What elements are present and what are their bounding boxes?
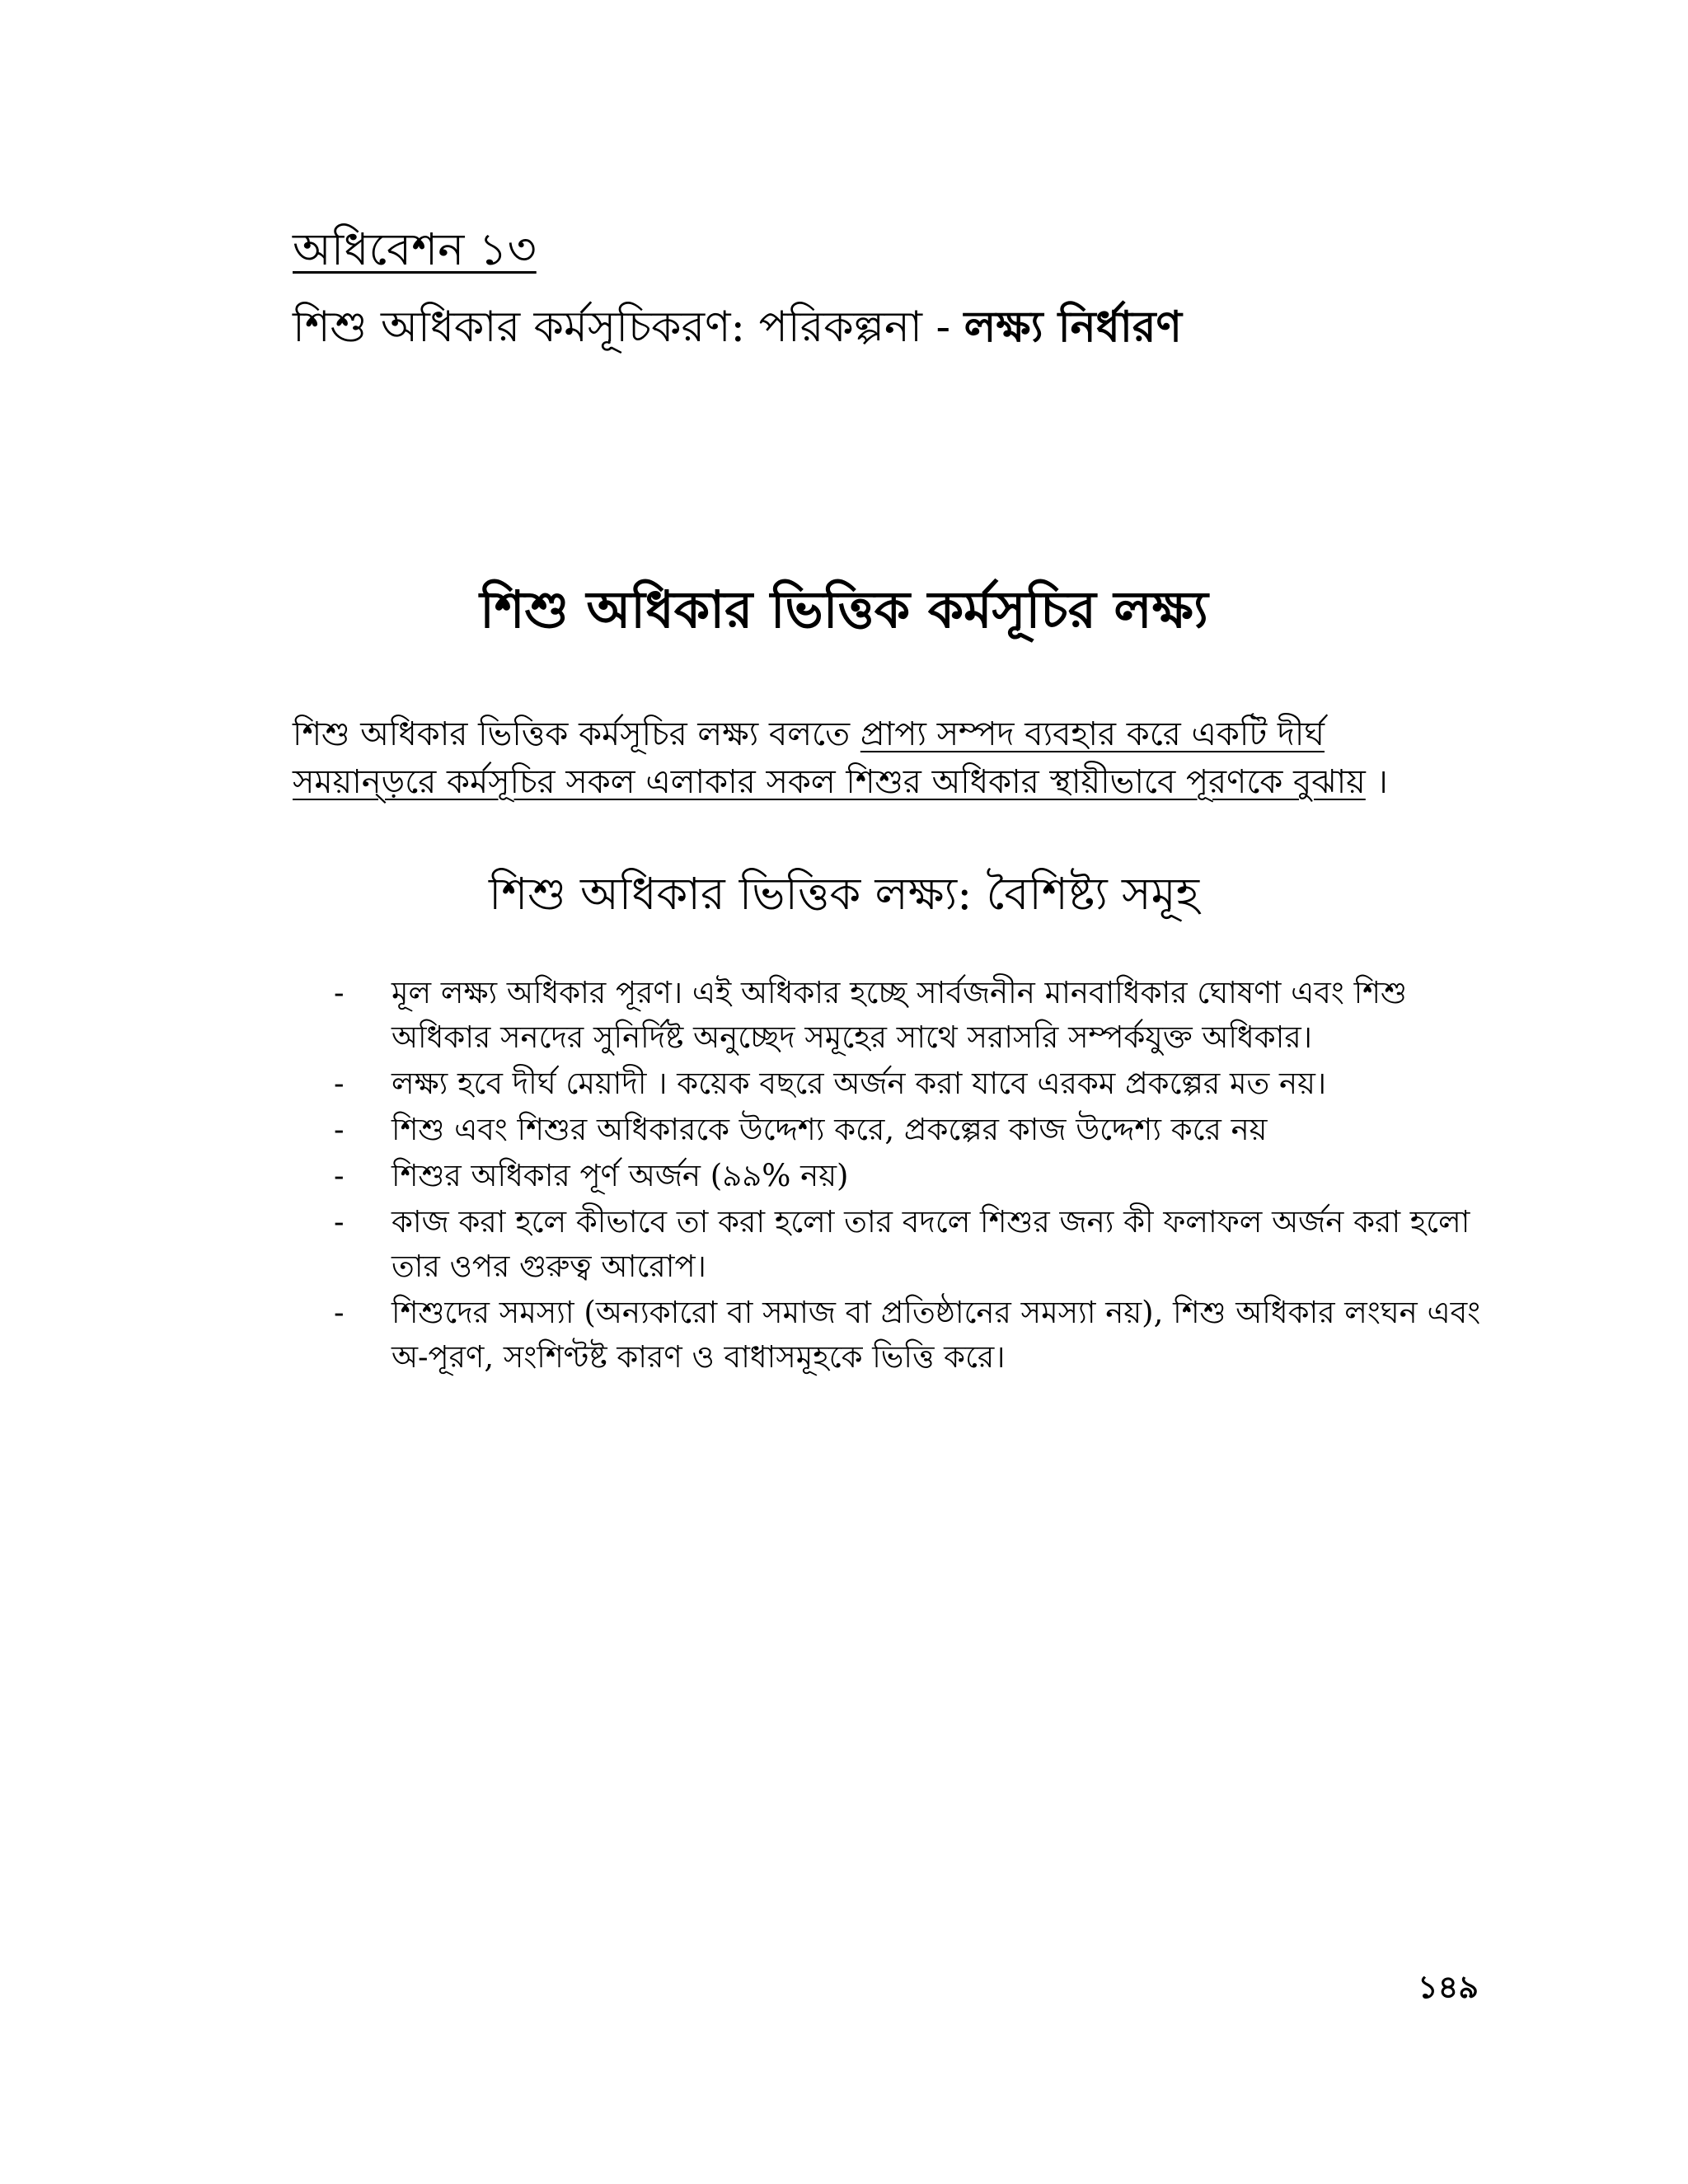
list-item <box>334 1108 1488 1152</box>
subtitle-bold: লক্ষ্য নির্ধারণ <box>964 302 1182 352</box>
list-item-text: মূল লক্ষ্য অধিকার পূরণ। এই অধিকার হচ্ছে সার্বজনীন মানবাধিকার ঘোষণা এবং শিশু অধিকার সনদের সুনির্দিষ্ট অনুচ্ছেদ সমূহের সাথে সরাসরি সম্পর্কযুক্ত অধিকার। <box>392 975 1407 1055</box>
bullet-dash: - <box>334 1066 345 1101</box>
bullet-dash: - <box>334 1204 345 1240</box>
features-heading: শিশু অধিকার ভিত্তিক লক্ষ্য: বৈশিষ্ট্য সমূহ <box>488 868 1200 920</box>
list-item <box>334 1154 1488 1198</box>
bullet-dash: - <box>334 1158 345 1193</box>
goal-heading: শিশু অধিকার ভিত্তিক কর্মসূচির লক্ষ্য <box>480 579 1208 640</box>
list-item-text: লক্ষ্য হবে দীর্ঘ মেয়াদী । কয়েক বছরে অর্জন করা যাবে এরকম প্রকল্পের মত নয়। <box>392 1066 1327 1101</box>
list-item <box>334 1200 1488 1289</box>
list-item-text: শিশুর অধিকার পূর্ণ অর্জন (৯৯% নয়) <box>392 1158 849 1193</box>
list-item-text: শিশুদের সমস্যা (অন্যকারো বা সমাজ বা প্রতিষ্ঠানের সমস্যা নয়), শিশু অধিকার লংঘন এবং অ-পূরণ, সংশিণ্টষ্ট কারণ ও বাধাসমূহকে ভিত্তি করে। <box>392 1295 1481 1375</box>
session-subtitle <box>293 298 1182 356</box>
bullet-dash: - <box>334 1295 345 1330</box>
list-item <box>334 1062 1488 1106</box>
definition-end: । <box>1365 763 1388 801</box>
goal-definition <box>293 710 1447 806</box>
list-item-text: শিশু এবং শিশুর অধিকারকে উদ্দেশ্য করে, প্রকল্পের কাজ উদ্দেশ্য করে নয় <box>392 1112 1268 1147</box>
features-list <box>334 971 1488 1381</box>
subtitle-regular: শিশু অধিকার কর্মসূচিকরণ: পরিকল্পনা - <box>293 302 964 352</box>
list-item <box>334 1291 1488 1380</box>
list-item <box>334 971 1488 1060</box>
list-item-text: কাজ করা হলে কীভাবে তা করা হলো তার বদলে শিশুর জন্য কী ফলাফল অর্জন করা হলো তার ওপর গুরুত্ব আরোপ। <box>392 1204 1470 1284</box>
definition-underlined: প্রাপ্য সম্পদ ব্যবহার করে একটি দীর্ঘ সময়ান্ড়রে কর্মসূচির সকল এলাকার সকল শিশুর অধিকার স্থায়ীভাবে পূরণকে বুঝায় <box>293 715 1366 801</box>
bullet-dash: - <box>334 975 345 1010</box>
session-title: অধিবেশন ১৩ <box>293 223 537 275</box>
page-number: ১৪৯ <box>1418 1968 1479 2005</box>
definition-lead: শিশু অধিকার ভিত্তিক কর্মসূচির লক্ষ্য বলতে <box>293 715 860 753</box>
bullet-dash: - <box>334 1112 345 1147</box>
